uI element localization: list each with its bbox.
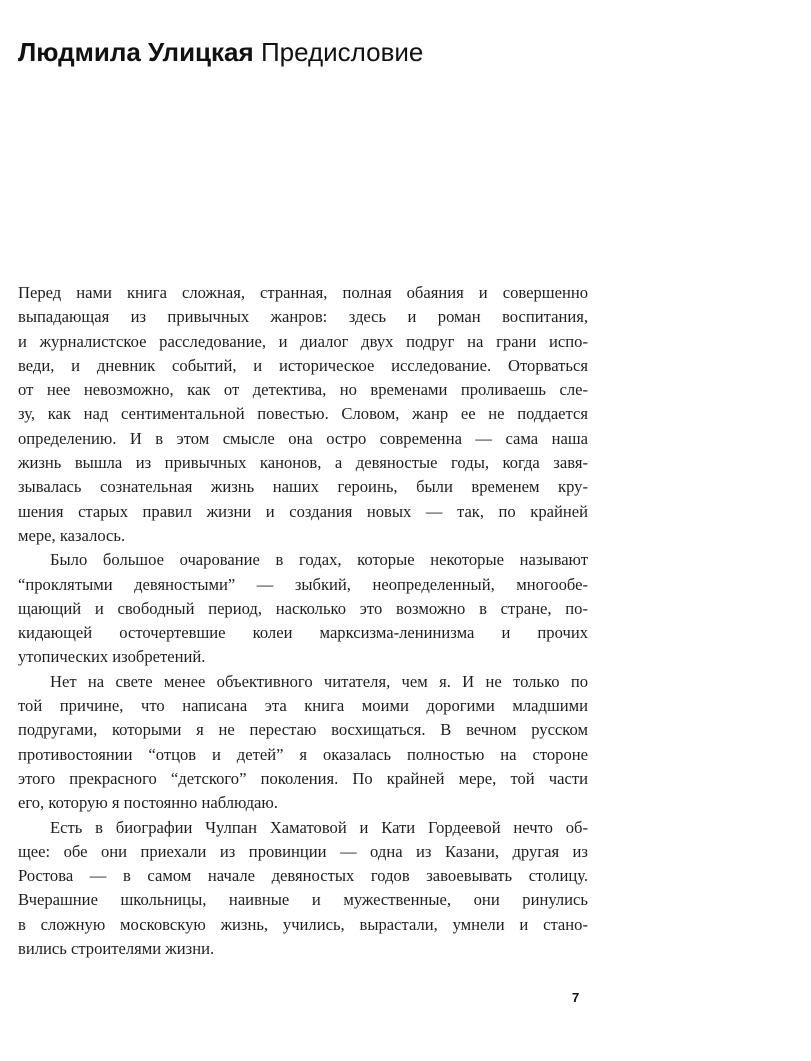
text-line: и журналистское расследование, и диалог двух подруг на грани испо- bbox=[18, 331, 588, 351]
text-line: подругами, которыми я не перестаю восхищаться. В вечном русском bbox=[18, 720, 588, 740]
text-line: Вчерашние школьницы, наивные и мужественные, они ринулись bbox=[18, 890, 588, 910]
text-line: щее: обе они приехали из провинции — одна из Казани, другая из bbox=[18, 841, 588, 861]
text-line: зу, как над сентиментальной повестью. Словом, жанр ее не поддается bbox=[18, 404, 588, 424]
text-line: зывалась сознательная жизнь наших героинь, были временем кру- bbox=[18, 477, 588, 497]
body-text bbox=[18, 281, 588, 961]
text-line: выпадающая из привычных жанров: здесь и роман воспитания, bbox=[18, 307, 588, 327]
text-line: Перед нами книга сложная, странная, полная обаяния и совершенно bbox=[18, 283, 588, 302]
text-line: жизнь вышла из привычных канонов, а девяностые годы, когда завя- bbox=[18, 453, 588, 473]
paragraph-1 bbox=[18, 281, 588, 548]
text-line: противостоянии “отцов и детей” я оказалась полностью на стороне bbox=[18, 744, 588, 764]
page-number: 7 bbox=[572, 990, 580, 1005]
text-line: Ростова — в самом начале девяностых годов завоевывать столицу. bbox=[18, 866, 588, 886]
text-line: Нет на свете менее объективного читателя, чем я. И не только по bbox=[50, 671, 588, 691]
text-line: “проклятыми девяностыми” — зыбкий, неопределенный, многообе- bbox=[18, 574, 588, 594]
text-line: той причине, что написана эта книга моими дорогими младшими bbox=[18, 696, 588, 716]
chapter-title: Предисловие bbox=[260, 37, 424, 67]
text-line: веди, и дневник событий, и историческое исследование. Оторваться bbox=[18, 355, 588, 375]
text-line: щающий и свободный период, насколько это возможно в стране, по- bbox=[18, 598, 588, 618]
page-header bbox=[18, 36, 423, 68]
text-line: этого прекрасного “детского” поколения. По крайней мере, той части bbox=[18, 768, 588, 788]
text-line: утопических изобретений. bbox=[18, 647, 206, 667]
text-line: от нее невозможно, как от детектива, но временами проливаешь сле- bbox=[18, 380, 588, 400]
text-line: шения старых правил жизни и создания новых — так, по крайней bbox=[18, 501, 588, 521]
text-line: Есть в биографии Чулпан Хаматовой и Кати Гордеевой нечто об- bbox=[50, 817, 588, 837]
paragraph-2 bbox=[18, 548, 588, 669]
text-line: кидающей осточертевшие колеи марксизма-ленинизма и прочих bbox=[18, 623, 588, 643]
text-line: определению. И в этом смысле она остро современна — сама наша bbox=[18, 428, 588, 448]
author-name: Людмила Улицкая bbox=[18, 37, 254, 67]
text-line: его, которую я постоянно наблюдаю. bbox=[18, 793, 278, 813]
text-line: в сложную московскую жизнь, учились, вырастали, умнели и стано- bbox=[18, 914, 588, 934]
text-line: вились строителями жизни. bbox=[18, 939, 215, 959]
text-line: Было большое очарование в годах, которые некоторые называют bbox=[50, 550, 588, 570]
paragraph-4 bbox=[18, 816, 588, 962]
text-line: мере, казалось. bbox=[18, 525, 126, 545]
paragraph-3 bbox=[18, 670, 588, 816]
